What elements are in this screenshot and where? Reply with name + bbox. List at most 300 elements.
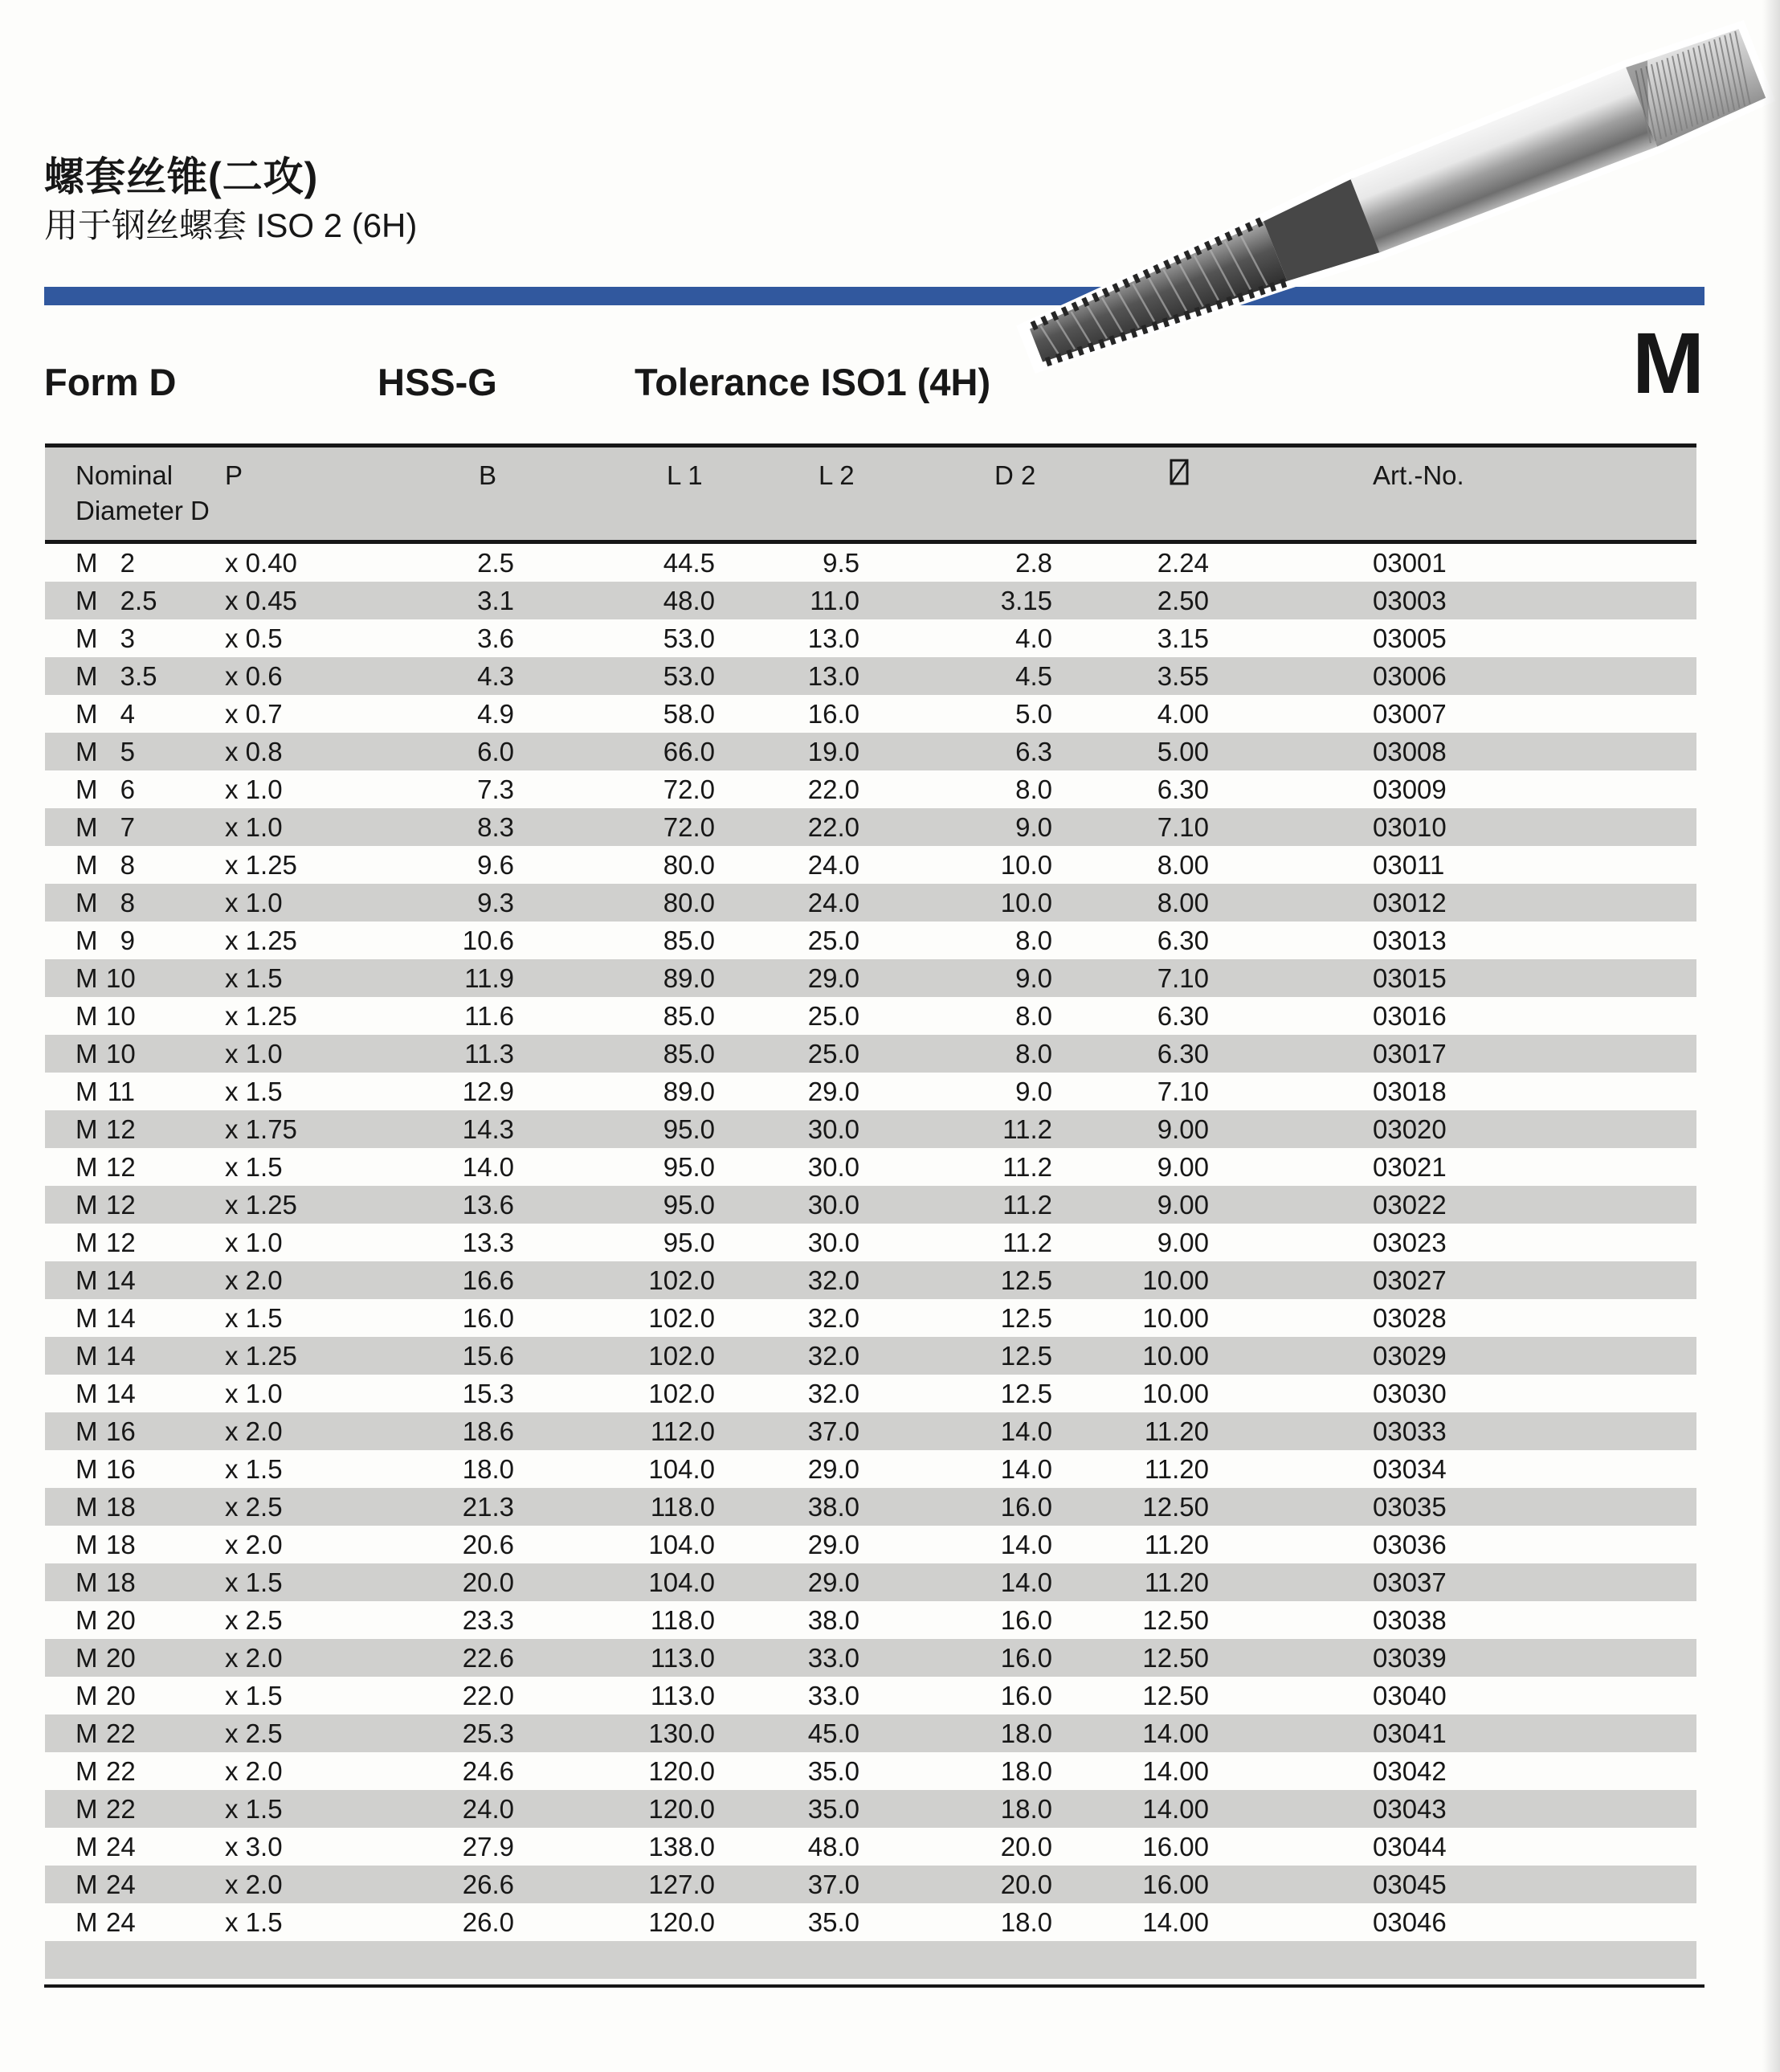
cell-l1: 48.0 [663,586,715,615]
cell-d2: 18.0 [1000,1718,1052,1748]
cell-art-no: 03045 [1373,1870,1447,1899]
cell-b: 11.3 [464,1039,514,1069]
cell-l2: 35.0 [807,1907,859,1937]
nominal-size-int: 14 [106,1379,136,1408]
header-b: B [479,460,497,490]
cell-pitch: x 1.5 [225,1454,283,1484]
cell-art-no: 03028 [1373,1303,1447,1333]
nominal-size-int: 10 [106,1001,136,1031]
nominal-prefix: M [76,850,98,880]
nominal-prefix: M [76,1001,98,1031]
nominal-prefix: M [76,661,98,691]
cell-drill-diameter: 8.00 [1157,850,1209,880]
cell-b: 16.6 [462,1265,514,1295]
table-row [45,1299,1696,1337]
nominal-prefix: M [76,1681,98,1710]
cell-d2: 9.0 [1015,812,1052,842]
cell-drill-diameter: 10.00 [1142,1379,1209,1408]
cell-d2: 6.3 [1015,737,1052,766]
cell-nominal [76,1450,135,1488]
cell-drill-diameter: 6.30 [1157,1039,1209,1069]
nominal-prefix: M [76,1152,98,1182]
nominal-prefix: M [76,1756,98,1786]
cell-l2: 25.0 [807,926,859,955]
cell-b: 9.6 [477,850,514,880]
table-row [45,1639,1696,1677]
cell-drill-diameter: 14.00 [1142,1718,1209,1748]
nominal-size-int: 18 [106,1567,136,1597]
cell-l1: 130.0 [648,1718,715,1748]
cell-b: 4.9 [477,699,514,729]
table-row [45,1148,1696,1186]
nominal-prefix: M [76,1530,98,1559]
cell-b: 15.3 [462,1379,514,1408]
table-row [45,959,1696,997]
cell-l2: 24.0 [807,850,859,880]
cell-l1: 113.0 [650,1681,715,1710]
cell-l1: 95.0 [663,1228,715,1257]
cell-art-no: 03041 [1373,1718,1447,1748]
cell-pitch: x 1.0 [225,774,283,804]
cell-l1: 112.0 [650,1416,715,1446]
cell-d2: 12.5 [1000,1303,1052,1333]
cell-nominal [76,808,135,846]
cell-b: 24.0 [462,1794,514,1824]
cell-d2: 11.2 [1002,1114,1052,1144]
cell-drill-diameter: 6.30 [1157,1001,1209,1031]
cell-drill-diameter: 3.55 [1157,661,1209,691]
cell-d2: 2.8 [1015,548,1052,578]
cell-d2: 14.0 [1000,1416,1052,1446]
cell-b: 18.0 [462,1454,514,1484]
cell-pitch: x 1.5 [225,1794,283,1824]
tolerance-label: Tolerance ISO1 (4H) [635,361,991,403]
cell-l2: 38.0 [807,1605,859,1635]
cell-pitch: x 1.25 [225,1190,297,1220]
nominal-size-int: 7 [120,812,135,842]
nominal-size-int: 14 [106,1303,136,1333]
cell-nominal [76,846,135,884]
nominal-prefix: M [76,737,98,766]
cell-l2: 37.0 [807,1870,859,1899]
cell-art-no: 03010 [1373,812,1447,842]
cell-l2: 33.0 [807,1681,859,1710]
cell-nominal [76,544,135,582]
cell-pitch: x 1.5 [225,1152,283,1182]
nominal-size-int: 22 [106,1756,136,1786]
cell-nominal [76,1790,135,1828]
cell-b: 7.3 [477,774,514,804]
cell-drill-diameter: 12.50 [1142,1643,1209,1673]
cell-d2: 20.0 [1000,1870,1052,1899]
cell-l2: 25.0 [807,1039,859,1069]
cell-l2: 30.0 [807,1114,859,1144]
nominal-prefix: M [76,1228,98,1257]
header-nominal-line1: Nominal [76,460,174,490]
cell-art-no: 03036 [1373,1530,1447,1559]
cell-d2: 18.0 [1000,1907,1052,1937]
cell-drill-diameter: 10.00 [1142,1303,1209,1333]
cell-l1: 72.0 [663,812,715,842]
nominal-size-int: 3 [120,661,135,691]
cell-pitch: x 1.0 [225,812,283,842]
cell-pitch: x 3.0 [225,1832,283,1862]
cell-b: 9.3 [477,888,514,917]
cell-art-no: 03007 [1373,699,1447,729]
cell-l1: 127.0 [648,1870,715,1899]
cell-nominal [76,1752,135,1790]
cell-l2: 19.0 [807,737,859,766]
cell-pitch: x 2.0 [225,1265,283,1295]
cell-nominal [76,1148,135,1186]
cell-l1: 80.0 [663,888,715,917]
nominal-size-int: 12 [106,1152,136,1182]
nominal-prefix: M [76,1605,98,1635]
cell-d2: 12.5 [1000,1341,1052,1371]
table-row [45,1186,1696,1224]
cell-l2: 16.0 [807,699,859,729]
cell-pitch: x 2.5 [225,1718,283,1748]
cell-l2: 25.0 [807,1001,859,1031]
tool-shank [1349,67,1657,255]
nominal-size-int: 20 [106,1605,136,1635]
cell-d2: 9.0 [1015,1077,1052,1106]
table-row [45,1563,1696,1601]
nominal-prefix: M [76,774,98,804]
nominal-size-int: 12 [106,1228,136,1257]
nominal-size-int: 22 [106,1718,136,1748]
cell-nominal [76,1035,135,1073]
cell-art-no: 03017 [1373,1039,1447,1069]
cell-drill-diameter: 2.50 [1157,586,1209,615]
cell-pitch: x 0.5 [225,623,283,653]
cell-l2: 32.0 [807,1379,859,1408]
cell-l1: 102.0 [648,1341,715,1371]
header-l2: L 2 [819,460,855,490]
cell-l2: 29.0 [807,1077,859,1106]
cell-nominal [76,1903,135,1941]
cell-nominal [76,922,135,959]
cell-drill-diameter: 14.00 [1142,1756,1209,1786]
table-row [45,808,1696,846]
cell-b: 13.6 [462,1190,514,1220]
cell-l2: 30.0 [807,1190,859,1220]
cell-d2: 8.0 [1015,1001,1052,1031]
cell-d2: 5.0 [1015,699,1052,729]
nominal-size-int: 12 [106,1190,136,1220]
cell-l1: 113.0 [650,1643,715,1673]
nominal-size-int: 18 [106,1530,136,1559]
cell-l2: 48.0 [807,1832,859,1862]
cell-art-no: 03043 [1373,1794,1447,1824]
cell-art-no: 03013 [1373,926,1447,955]
cell-l2: 24.0 [807,888,859,917]
nominal-size-int: 16 [106,1416,136,1446]
cell-l1: 72.0 [663,774,715,804]
cell-b: 13.3 [462,1228,514,1257]
cell-nominal [76,619,135,657]
cell-l1: 85.0 [663,1039,715,1069]
cell-nominal [76,770,135,808]
cell-art-no: 03001 [1373,548,1447,578]
cell-d2: 4.5 [1015,661,1052,691]
nominal-prefix: M [76,586,98,615]
cell-art-no: 03046 [1373,1907,1447,1937]
cell-pitch: x 1.25 [225,1001,297,1031]
table-row [45,1110,1696,1148]
cell-pitch: x 0.8 [225,737,283,766]
nominal-prefix: M [76,1039,98,1069]
table-row [45,1677,1696,1714]
cell-l1: 138.0 [648,1832,715,1862]
table-row [45,733,1696,770]
nominal-prefix: M [76,1379,98,1408]
cell-b: 16.0 [462,1303,514,1333]
nominal-size-int: 2 [120,548,135,578]
cell-l1: 118.0 [650,1492,715,1522]
cell-drill-diameter: 6.30 [1157,774,1209,804]
cell-b: 14.3 [462,1114,514,1144]
nominal-prefix: M [76,1265,98,1295]
cell-art-no: 03040 [1373,1681,1447,1710]
cell-drill-diameter: 9.00 [1157,1228,1209,1257]
cell-art-no: 03023 [1373,1228,1447,1257]
nominal-size-dec: .5 [135,661,157,691]
nominal-size-int: 2 [120,586,135,615]
table-row [45,770,1696,808]
cell-l1: 85.0 [663,1001,715,1031]
cell-art-no: 03018 [1373,1077,1447,1106]
cell-d2: 14.0 [1000,1454,1052,1484]
cell-nominal [76,1828,135,1866]
cell-l2: 9.5 [823,548,859,578]
cell-art-no: 03015 [1373,963,1447,993]
cell-d2: 4.0 [1015,623,1052,653]
cell-b: 6.0 [477,737,514,766]
cell-l1: 80.0 [663,850,715,880]
nominal-prefix: M [76,1114,98,1144]
nominal-size-int: 24 [106,1870,136,1899]
form-label: Form D [44,361,177,403]
cell-l1: 53.0 [663,623,715,653]
cell-drill-diameter: 9.00 [1157,1114,1209,1144]
nominal-size-int: 22 [106,1794,136,1824]
cell-drill-diameter: 7.10 [1157,963,1209,993]
table-row [45,846,1696,884]
cell-b: 23.3 [462,1605,514,1635]
cell-drill-diameter: 16.00 [1142,1870,1209,1899]
nominal-prefix: M [76,623,98,653]
cell-drill-diameter: 12.50 [1142,1605,1209,1635]
nominal-prefix: M [76,1416,98,1446]
cell-l1: 102.0 [648,1379,715,1408]
cell-d2: 10.0 [1000,888,1052,917]
cell-nominal [76,733,135,770]
cell-l2: 13.0 [807,661,859,691]
table-row [45,1601,1696,1639]
nominal-size-int: 24 [106,1832,136,1862]
cell-l1: 89.0 [663,963,715,993]
cell-nominal [76,582,157,619]
cell-pitch: x 1.25 [225,926,297,955]
cell-d2: 16.0 [1000,1643,1052,1673]
empty-row [45,1941,1696,1979]
nominal-size-int: 14 [106,1341,136,1371]
cell-pitch: x 2.0 [225,1870,283,1899]
cell-nominal [76,1601,135,1639]
table-row [45,1752,1696,1790]
cell-nominal [76,1261,135,1299]
cell-drill-diameter: 3.15 [1157,623,1209,653]
page-title: 螺套丝锥(二攻) [44,154,319,199]
cell-nominal [76,1866,135,1903]
cell-pitch: x 1.0 [225,888,283,917]
cell-art-no: 03033 [1373,1416,1447,1446]
table-row [45,997,1696,1035]
table-row [45,544,1696,582]
cell-l1: 95.0 [663,1190,715,1220]
cell-drill-diameter: 9.00 [1157,1190,1209,1220]
cell-art-no: 03027 [1373,1265,1447,1295]
nominal-prefix: M [76,1341,98,1371]
cell-drill-diameter: 2.24 [1157,548,1209,578]
cell-nominal [76,959,135,997]
cell-l2: 38.0 [807,1492,859,1522]
table-body [45,544,1696,1979]
table-row [45,657,1696,695]
cell-l2: 29.0 [807,1530,859,1559]
thread-type-letter: M [1632,314,1704,411]
cell-art-no: 03029 [1373,1341,1447,1371]
cell-art-no: 03005 [1373,623,1447,653]
cell-l1: 89.0 [663,1077,715,1106]
cell-l1: 95.0 [663,1152,715,1182]
cell-art-no: 03011 [1373,850,1445,880]
cell-nominal [76,695,135,733]
page-edge-shadow [1762,0,1780,2072]
nominal-prefix: M [76,1870,98,1899]
page-subtitle: 用于钢丝螺套 ISO 2 (6H) [44,206,418,244]
cell-pitch: x 2.0 [225,1643,283,1673]
nominal-size-int: 5 [120,737,135,766]
cell-b: 18.6 [462,1416,514,1446]
cell-d2: 9.0 [1015,963,1052,993]
cell-l1: 95.0 [663,1114,715,1144]
nominal-prefix: M [76,1832,98,1862]
cell-pitch: x 1.0 [225,1039,283,1069]
cell-nominal [76,1412,135,1450]
cell-l1: 85.0 [663,926,715,955]
cell-d2: 18.0 [1000,1794,1052,1824]
cell-drill-diameter: 6.30 [1157,926,1209,955]
cell-art-no: 03035 [1373,1492,1447,1522]
cell-l1: 104.0 [648,1567,715,1597]
cell-art-no: 03022 [1373,1190,1447,1220]
cell-l2: 13.0 [807,623,859,653]
cell-b: 11.9 [464,963,514,993]
table-row [45,1224,1696,1261]
cell-b: 10.6 [462,926,514,955]
table-row [45,1337,1696,1375]
cell-l2: 11.0 [810,586,859,615]
cell-art-no: 03021 [1373,1152,1447,1182]
cell-b: 22.6 [462,1643,514,1673]
table-row [45,619,1696,657]
cell-l1: 53.0 [663,661,715,691]
cell-l2: 29.0 [807,963,859,993]
cell-b: 22.0 [462,1681,514,1710]
cell-pitch: x 1.25 [225,850,297,880]
nominal-prefix: M [76,548,98,578]
cell-l1: 120.0 [648,1907,715,1937]
table-row [45,884,1696,922]
cell-drill-diameter: 11.20 [1144,1530,1209,1559]
cell-art-no: 03030 [1373,1379,1447,1408]
cell-l1: 102.0 [648,1265,715,1295]
nominal-size-int: 24 [106,1907,136,1937]
nominal-prefix: M [76,1907,98,1937]
cell-l2: 30.0 [807,1228,859,1257]
cell-d2: 8.0 [1015,1039,1052,1069]
cell-drill-diameter: 4.00 [1157,699,1209,729]
cell-l1: 58.0 [663,699,715,729]
cell-b: 15.6 [462,1341,514,1371]
cell-b: 8.3 [477,812,514,842]
header-l1: L 1 [667,460,703,490]
nominal-prefix: M [76,1567,98,1597]
table-row [45,1714,1696,1752]
cell-art-no: 03006 [1373,661,1447,691]
cell-d2: 8.0 [1015,926,1052,955]
cell-b: 12.9 [462,1077,514,1106]
table-row [45,1261,1696,1299]
nominal-size-int: 18 [106,1492,136,1522]
nominal-prefix: M [76,1492,98,1522]
cell-b: 25.3 [462,1718,514,1748]
cell-d2: 16.0 [1000,1492,1052,1522]
cell-nominal [76,1299,135,1337]
table-row [45,922,1696,959]
cell-pitch: x 1.0 [225,1228,283,1257]
cell-nominal [76,1073,135,1110]
cell-nominal [76,1186,135,1224]
cell-pitch: x 1.5 [225,1907,283,1937]
cell-l2: 35.0 [807,1794,859,1824]
table-row [45,1828,1696,1866]
cell-b: 26.6 [462,1870,514,1899]
cell-pitch: x 2.0 [225,1756,283,1786]
cell-art-no: 03020 [1373,1114,1447,1144]
cell-d2: 14.0 [1000,1530,1052,1559]
cell-pitch: x 0.45 [225,586,297,615]
cell-drill-diameter: 10.00 [1142,1265,1209,1295]
cell-b: 26.0 [462,1907,514,1937]
cell-nominal [76,657,157,695]
cell-art-no: 03009 [1373,774,1447,804]
cell-drill-diameter: 12.50 [1142,1681,1209,1710]
cell-b: 2.5 [477,548,514,578]
table-row [45,1488,1696,1526]
table-row [45,1526,1696,1563]
cell-d2: 8.0 [1015,774,1052,804]
nominal-size-int: 8 [120,850,135,880]
cell-b: 4.3 [477,661,514,691]
nominal-size-int: 10 [106,963,136,993]
cell-d2: 20.0 [1000,1832,1052,1862]
nominal-size-int: 20 [106,1643,136,1673]
cell-l1: 120.0 [648,1756,715,1786]
bottom-rule [44,1984,1704,1988]
